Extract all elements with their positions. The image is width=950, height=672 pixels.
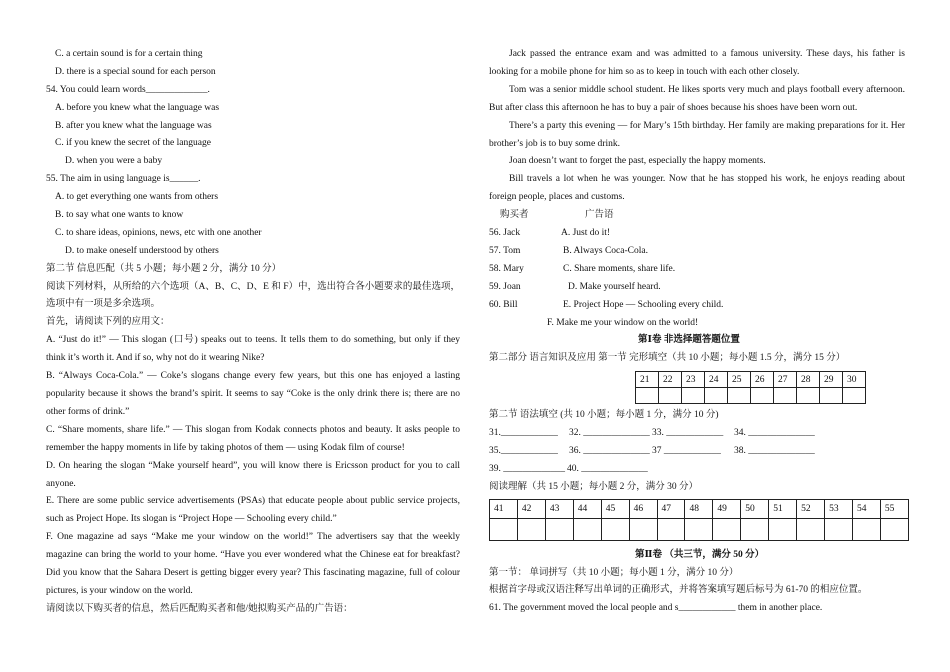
spelling-instructions: 根据首字母或汉语注释写出单词的正确形式，并将答案填写题后标号为 61-70 的相应位置。 bbox=[489, 585, 868, 596]
grid-number: 49 bbox=[713, 499, 741, 518]
match-row bbox=[489, 243, 905, 261]
answer-cell[interactable] bbox=[728, 388, 751, 404]
left-column bbox=[46, 46, 460, 619]
q53-option-c: C. a certain sound is for a certain thing bbox=[55, 49, 203, 59]
grid-number: 45 bbox=[601, 499, 629, 518]
buyer-tom: Tom was a senior middle school student. He likes sports very much and plays football every afternoon. But after class this afternoon he has to buy a pair of shoes because his shoes have been worn out. bbox=[489, 84, 905, 113]
grid-number: 48 bbox=[685, 499, 713, 518]
blank-39[interactable]: 39. _____________ bbox=[489, 463, 565, 474]
grid-number: 47 bbox=[657, 499, 685, 518]
q55-option-b: B. to say what one wants to know bbox=[55, 210, 184, 221]
grammar-title: 第二节 语法填空 (共 10 小题；每小题 1 分，满分 10 分) bbox=[489, 410, 719, 421]
answer-cell[interactable] bbox=[682, 388, 705, 404]
blank-35[interactable]: 35.____________ bbox=[489, 445, 558, 456]
blank-38[interactable]: 38. ______________ bbox=[734, 445, 815, 456]
grid-number: 42 bbox=[517, 499, 545, 518]
grid-number: 50 bbox=[741, 499, 769, 518]
match-opt: E. Project Hope — Schooling every child. bbox=[563, 299, 724, 310]
q55-option-c: C. to share ideas, opinions, news, etc with one another bbox=[55, 227, 262, 238]
answer-section-title: 第Ⅰ卷 非选择题答题位置 bbox=[638, 335, 740, 346]
grid-number: 29 bbox=[820, 372, 843, 388]
reading-answer-grid bbox=[489, 499, 909, 541]
grid-number: 21 bbox=[636, 372, 659, 388]
match-q: 58. Mary bbox=[489, 263, 524, 274]
grid-number: 25 bbox=[728, 372, 751, 388]
buyer-mary: There’s a party this evening — for Mary’s 15th birthday. Her family are making preparations for it. Her brother’s job is to buy some drink. bbox=[489, 120, 905, 149]
match-opt: B. Always Coca-Cola. bbox=[563, 245, 648, 256]
ad-e: E. There are some public service advertisements (PSAs) that educate people about public service projects, such as Project Hope. Its slogan is “Project Hope — Schooling every child.” bbox=[46, 496, 460, 525]
reading-title: 阅读理解（共 15 小题；每小题 2 分，满分 30 分） bbox=[489, 481, 699, 492]
col-ad: 广告语 bbox=[585, 210, 614, 221]
match-q: 59. Joan bbox=[489, 281, 521, 292]
grid-number: 44 bbox=[573, 499, 601, 518]
spelling-title: 第一节： 单词拼写（共 10 小题；每小题 1 分，满分 10 分） bbox=[489, 567, 739, 578]
part2-title: 第Ⅱ卷 （共三节，满分 50 分） bbox=[635, 549, 765, 560]
grid-number: 51 bbox=[769, 499, 797, 518]
cloze-title: 第二部分 语言知识及应用 第一节 完形填空（共 10 小题；每小题 1.5 分，满分 15 分） bbox=[489, 353, 846, 364]
extra-option: F. Make me your window on the world! bbox=[547, 317, 699, 328]
q54-option-d: D. when you were a baby bbox=[65, 156, 163, 167]
grid-number: 41 bbox=[490, 499, 518, 518]
answer-cell[interactable] bbox=[741, 518, 769, 540]
ad-c: C. “Share moments, share life.” — This slogan from Kodak connects photos and beauty. It asks people to remember the happy moments in life by taking photos of them — using Kodak film of course! bbox=[46, 424, 460, 453]
grid-number: 22 bbox=[659, 372, 682, 388]
q55-option-a: A. to get everything one wants from others bbox=[55, 192, 219, 203]
grid-number: 54 bbox=[852, 499, 880, 518]
grid-number-row bbox=[490, 499, 909, 518]
match-row bbox=[489, 279, 905, 297]
answer-cell[interactable] bbox=[636, 388, 659, 404]
grid-number: 53 bbox=[825, 499, 853, 518]
answer-cell[interactable] bbox=[490, 518, 518, 540]
answer-cell[interactable] bbox=[820, 388, 843, 404]
match-header bbox=[489, 207, 905, 225]
answer-cell[interactable] bbox=[659, 388, 682, 404]
match-opt: D. Make yourself heard. bbox=[568, 281, 661, 292]
match-opt: A. Just do it! bbox=[561, 228, 611, 239]
q54-option-b: B. after you knew what the language was bbox=[55, 120, 212, 131]
answer-cell[interactable] bbox=[545, 518, 573, 540]
ad-a: A. “Just do it!” — This slogan (口号) speaks out to teens. It tells them to do something, but only if they think it’s worth it. And if so, why not do it wearing Nike? bbox=[46, 335, 460, 364]
blank-34[interactable]: 34. ______________ bbox=[734, 428, 815, 439]
right-column bbox=[489, 46, 905, 618]
answer-cell[interactable] bbox=[713, 518, 741, 540]
q54-option-a: A. before you knew what the language was bbox=[55, 102, 220, 113]
answer-cell[interactable] bbox=[769, 518, 797, 540]
q55-stem: 55. The aim in using language is______. bbox=[46, 174, 201, 185]
q54-stem: 54. You could learn words_____________. bbox=[46, 84, 210, 95]
grid-number: 26 bbox=[751, 372, 774, 388]
answer-cell[interactable] bbox=[657, 518, 685, 540]
grid-number: 55 bbox=[880, 499, 908, 518]
answer-cell[interactable] bbox=[573, 518, 601, 540]
answer-cell[interactable] bbox=[825, 518, 853, 540]
col-buyer: 购买者 bbox=[500, 210, 529, 221]
blank-31[interactable]: 31.____________ bbox=[489, 428, 558, 439]
q61: 61. The government moved the local people and s____________ them in another place. bbox=[489, 603, 823, 614]
then-read-note: 请阅读以下购买者的信息，然后匹配购买者和他/她拟购买产品的广告语： bbox=[46, 603, 353, 614]
q54-option-c: C. if you knew the secret of the language bbox=[55, 138, 211, 149]
buyer-bill: Bill travels a lot when he was younger. Now that he has stopped his work, he enjoys reading about foreign people, places and customs. bbox=[489, 174, 905, 203]
match-row bbox=[489, 225, 905, 243]
match-row bbox=[489, 261, 905, 279]
q55-option-d: D. to make oneself understood by others bbox=[65, 245, 219, 256]
match-q: 57. Tom bbox=[489, 245, 521, 256]
cloze-answer-grid bbox=[635, 371, 866, 404]
grammar-blanks-row bbox=[489, 425, 905, 443]
answer-cell[interactable] bbox=[880, 518, 908, 540]
first-read-note: 首先，请阅读下列的应用文： bbox=[46, 317, 170, 328]
blank-32[interactable]: 32. ______________ bbox=[569, 428, 650, 439]
answer-cell[interactable] bbox=[852, 518, 880, 540]
grid-answer-row bbox=[636, 388, 866, 404]
match-q: 60. Bill bbox=[489, 299, 518, 310]
grid-number: 28 bbox=[797, 372, 820, 388]
answer-cell[interactable] bbox=[629, 518, 657, 540]
answer-cell[interactable] bbox=[774, 388, 797, 404]
match-q: 56. Jack bbox=[489, 228, 521, 239]
ad-d: D. On hearing the slogan “Make yourself heard”, you will know there is Ericsson product for you to call anyone. bbox=[46, 460, 460, 489]
answer-cell[interactable] bbox=[601, 518, 629, 540]
match-opt: C. Share moments, share life. bbox=[563, 263, 676, 274]
ad-f: F. One magazine ad says “Make me your window on the world!” The advertisers say that the weekly magazine can bring the world to your home. “Have you ever wondered what the Chinese eat for breakfast? Did you know that the Sahara Desert is getting bigger every year? This fascinating magazine, full of colour pictures, is your window on the world. bbox=[46, 532, 460, 596]
answer-cell[interactable] bbox=[843, 388, 866, 404]
grid-number: 23 bbox=[682, 372, 705, 388]
answer-cell[interactable] bbox=[685, 518, 713, 540]
ad-b: B. “Always Coca-Cola.” — Coke’s slogans change every few years, but this one has enjoyed a lasting popularity because it shows the brand’s spirit. It seems to say “Coke is the only drink there is; there are no other forms of drink.” bbox=[46, 371, 460, 417]
grid-answer-row bbox=[490, 518, 909, 540]
grammar-blanks-row bbox=[489, 461, 905, 479]
grid-number-row bbox=[636, 372, 866, 388]
blank-40[interactable]: 40. ______________ bbox=[567, 463, 648, 474]
blank-33[interactable]: 33. ____________ bbox=[652, 428, 724, 439]
buyer-joan: Joan doesn’t want to forget the past, especially the happy moments. bbox=[509, 156, 766, 167]
section2-instructions: 阅读下列材料，从所给的六个选项（A、B、C、D、E 和 F）中，选出符合各小题要求的最佳选项，选项中有一项是多余选项。 bbox=[46, 281, 460, 310]
answer-cell[interactable] bbox=[797, 388, 820, 404]
grid-number: 43 bbox=[545, 499, 573, 518]
section2-title: 第二节 信息匹配（共 5 小题；每小题 2 分，满分 10 分） bbox=[46, 263, 282, 274]
match-row bbox=[489, 297, 905, 315]
blank-36[interactable]: 36. ______________ bbox=[569, 445, 650, 456]
answer-cell[interactable] bbox=[705, 388, 728, 404]
grid-number: 24 bbox=[705, 372, 728, 388]
buyer-jack: Jack passed the entrance exam and was admitted to a famous university. These days, his father is looking for a mobile phone for him so as to keep in touch with each other closely. bbox=[489, 49, 905, 77]
grid-number: 52 bbox=[797, 499, 825, 518]
grid-number: 30 bbox=[843, 372, 866, 388]
q53-option-d: D. there is a special sound for each person bbox=[55, 66, 216, 77]
grid-number: 27 bbox=[774, 372, 797, 388]
blank-37[interactable]: 37 ____________ bbox=[652, 445, 721, 456]
grid-number: 46 bbox=[629, 499, 657, 518]
answer-cell[interactable] bbox=[517, 518, 545, 540]
answer-cell[interactable] bbox=[797, 518, 825, 540]
grammar-blanks-row bbox=[489, 443, 905, 461]
answer-cell[interactable] bbox=[751, 388, 774, 404]
